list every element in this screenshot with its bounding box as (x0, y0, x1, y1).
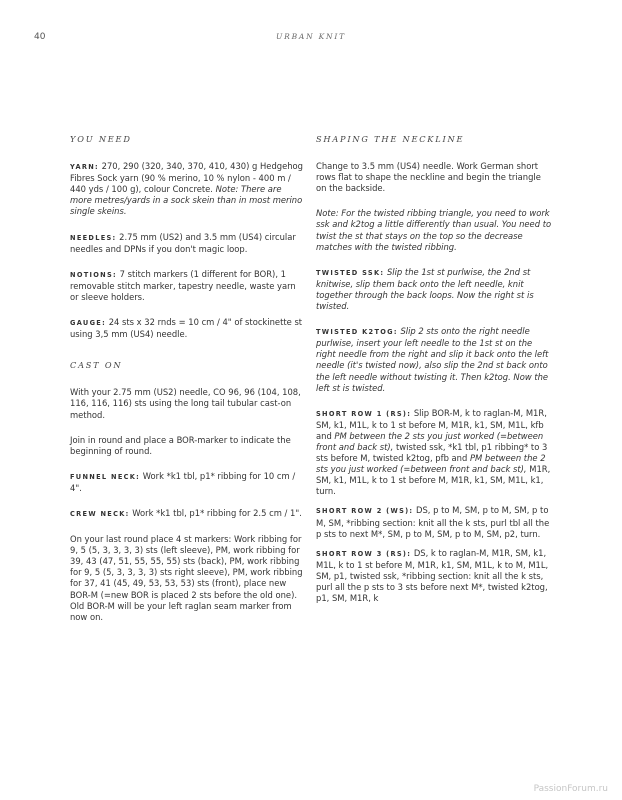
crew-neck-text: Work *k1 tbl, p1* ribbing for 2.5 cm / 1". (129, 507, 302, 518)
cast-on-paragraph-1: With your 2.75 mm (US2) needle, CO 96, 96 (104, 108, 116, 116, 116) sts using the long tail tubular cast-on method. (70, 387, 301, 420)
left-column (70, 134, 306, 637)
twisted-ssk-text: Slip the 1st st purlwise, the 2nd st knitwise, slip them back onto the left needle, knit together through the back loops. Now the right st is twisted. (316, 266, 534, 312)
notions-text: 7 stitch markers (1 different for BOR), 1 removable stitch marker, tapestry needle, waste yarn or sleeve holders. (70, 268, 296, 302)
short-row-2-paragraph (316, 505, 552, 539)
shaping-note-text: Note: For the twisted ribbing triangle, you need to work ssk and k2tog a little differently than usual. You need to twist the st that stays on the top so the decrease matches with the twisted ribbing. (316, 208, 552, 252)
running-head: URBAN KNIT (276, 32, 346, 41)
notions-label: NOTIONS: (70, 270, 117, 279)
page-header (0, 32, 622, 46)
shaping-title: SHAPING THE NECKLINE (316, 134, 465, 144)
needles-label: NEEDLES: (70, 233, 117, 242)
crew-neck-label: CREW NECK: (70, 509, 130, 518)
short-row-1-text-c: twisted ssk, *k1 tbl, p1 ribbing* to 3 sts before M, twisted k2tog, pfb and (316, 441, 548, 464)
you-need-title: YOU NEED (70, 134, 132, 144)
short-row-1-label: SHORT ROW 1 (RS): (316, 409, 412, 418)
yarn-text: 270, 290 (320, 340, 370, 410, 430) g Hedgehog Fibres Sock yarn (90 % merino, 10 % nylon - 400 m / 440 yds / 100 g), colour Concrete. (70, 161, 303, 195)
funnel-neck-text: Work *k1 tbl, p1* ribbing for 10 cm / 4". (70, 470, 296, 493)
short-row-1-text-a: Slip BOR-M, k to raglan-M, M1R, SM, k1, M1L, k to 1 st before M, M1R, k1, SM, M1L, kfb and (316, 407, 547, 441)
crew-neck-paragraph (70, 508, 306, 520)
short-row-3-paragraph (316, 548, 552, 604)
short-row-2-label: SHORT ROW 2 (WS): (316, 507, 414, 516)
watermark: PassionForum.ru (533, 784, 608, 794)
cast-on-paragraph-2: Join in round and place a BOR-marker to indicate the beginning of round. (70, 434, 291, 456)
gauge-text: 24 sts x 32 rnds = 10 cm / 4" of stockinette st using 3,5 mm (US4) needle. (70, 317, 303, 340)
twisted-ssk-paragraph (316, 267, 552, 312)
twisted-k2tog-paragraph (316, 326, 552, 394)
cast-on-title: CAST ON (70, 360, 123, 371)
gauge-paragraph (70, 317, 306, 340)
yarn-paragraph (70, 161, 306, 217)
short-row-2-text: DS, p to M, SM, p to M, SM, p to M, SM, *ribbing section: knit all the k sts, purl tbl all the p sts to next M*, SM, p to M, SM, p to M, SM, p2, turn. (316, 505, 550, 539)
yarn-label: YARN: (70, 163, 99, 172)
needles-paragraph (70, 232, 306, 255)
page-number: 40 (34, 32, 46, 42)
gauge-label: GAUGE: (70, 319, 107, 328)
twisted-ssk-label: TWISTED SSK: (316, 268, 385, 277)
yarn-note: Note: There are more metres/yards in a sock skein than in most merino single skeins. (70, 184, 303, 217)
last-round-paragraph: On your last round place 4 st markers: Work ribbing for 9, 5 (5, 3, 3, 3, 3) sts (left sleeve), PM, work ribbing for 39, 43 (47, 51, 55, 55, 55) sts (back), PM, work ribbing for 9, 5 (5, 3, 3, 3, 3) sts right sleeve), PM, work ribbing for 37, 41 (45, 49, 53, 53, 53) sts (front), place new BOR-M (=new BOR is placed 2 sts before the old one). Old BOR-M will be your left raglan seam marker from now on. (70, 534, 303, 622)
funnel-neck-paragraph (70, 471, 306, 494)
needles-text: 2.75 mm (US2) and 3.5 mm (US4) circular needles and DPNs if you don't magic loop. (70, 231, 296, 254)
twisted-k2tog-text: Slip 2 sts onto the right needle purlwise, insert your left needle to the 1st st on the right needle from the right and slip it back onto the left needle (it's twisted now), also slip the 2nd st back onto the left needle without twisting it. Then k2tog. Now the left st is twisted. (316, 326, 549, 393)
right-column (316, 134, 552, 618)
twisted-k2tog-label: TWISTED K2TOG: (316, 328, 398, 337)
funnel-neck-label: FUNNEL NECK: (70, 472, 141, 481)
short-row-1-text-d: PM between the 2 sts you just worked (=between front and back st), (316, 453, 546, 475)
shaping-paragraph: Change to 3.5 mm (US4) needle. Work German short rows flat to shape the neckline and begin the triangle on the backside. (316, 161, 541, 194)
notions-paragraph (70, 269, 306, 303)
shaping-note (316, 208, 552, 252)
short-row-3-label: SHORT ROW 3 (RS): (316, 549, 412, 558)
short-row-1-text-b: PM between the 2 sts you just worked (=between front and back st), (316, 430, 544, 452)
short-row-1-paragraph (316, 408, 552, 498)
short-row-1-text-e: M1R, SM, k1, M1L, k to 1 st before M, M1R, k1, SM, M1L, k1, turn. (316, 464, 551, 497)
short-row-3-text: DS, k to raglan-M, M1R, SM, k1, M1L, k to 1 st before M, M1R, k1, SM, M1L, k to M, M1L, SM, p1, twisted ssk, *ribbing section: knit all the k sts, purl all the p sts to 3 sts before next M*, twisted k2tog, p1, SM, M1R, k (316, 547, 549, 604)
